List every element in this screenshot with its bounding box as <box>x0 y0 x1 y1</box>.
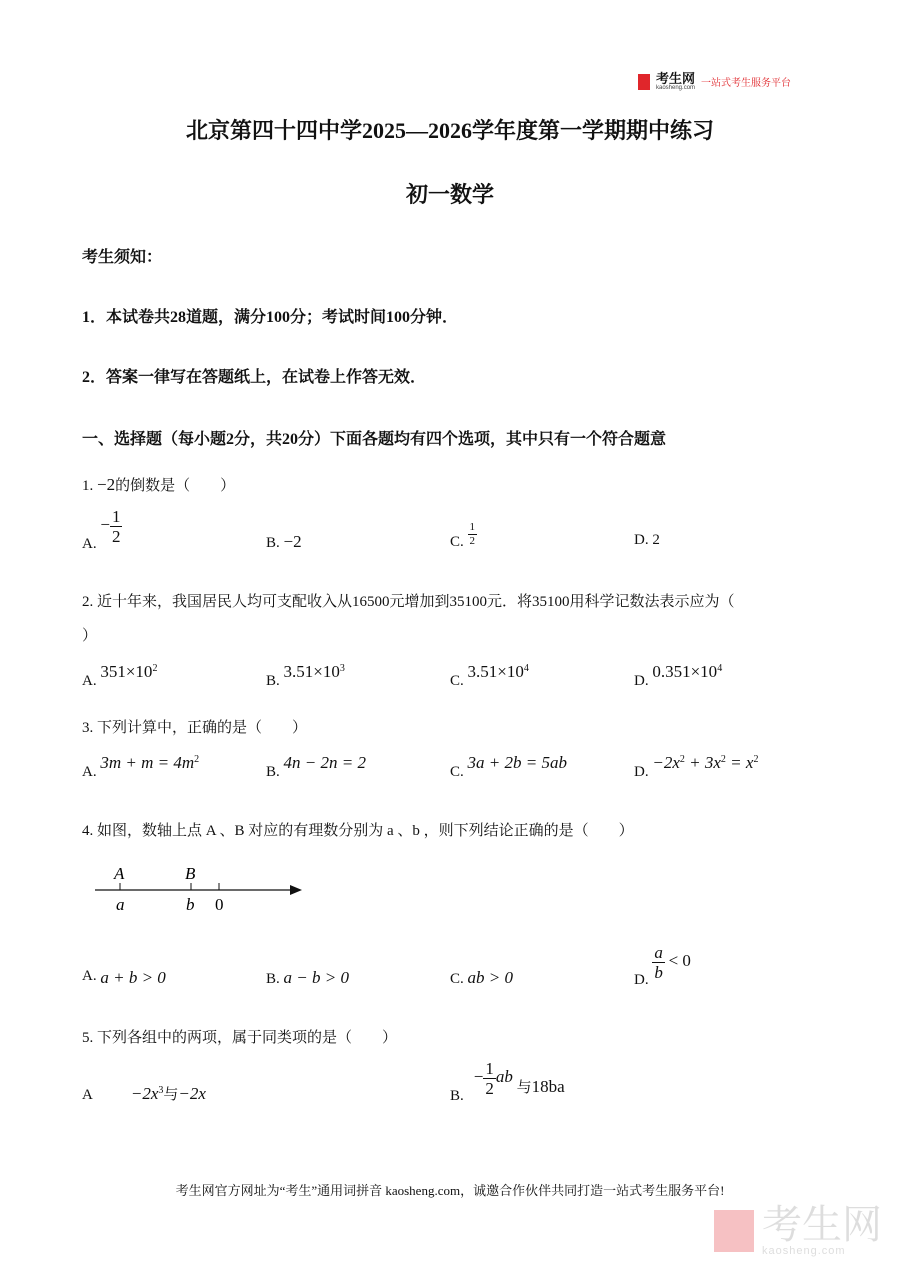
q1-option-d[interactable] <box>634 532 660 549</box>
exponent: 2 <box>753 754 759 765</box>
q5-option-a[interactable] <box>82 1083 206 1104</box>
math: 3.51×10 <box>467 662 524 681</box>
math: −2x <box>130 1084 159 1103</box>
numerator: a <box>654 943 663 962</box>
q-number: 1. <box>82 478 94 494</box>
q4-option-b[interactable] <box>266 968 349 988</box>
q2-option-c[interactable] <box>450 662 529 690</box>
option-label: A. <box>82 968 97 984</box>
math: 18ba <box>531 1076 565 1096</box>
math: −2x <box>652 753 680 772</box>
option-label: C. <box>450 673 464 689</box>
exponent: 2 <box>679 754 685 765</box>
math: a − b > 0 <box>283 968 349 987</box>
math: 2 <box>652 532 660 548</box>
option-label: C. <box>450 764 464 780</box>
arrow-icon <box>290 885 302 895</box>
exponent: 2 <box>194 754 200 765</box>
zero-label: 0 <box>215 895 224 914</box>
notice-heading: 考生须知： <box>82 249 163 266</box>
denominator: 2 <box>485 1079 494 1098</box>
math: ab > 0 <box>467 968 513 987</box>
math: −2x <box>178 1084 206 1103</box>
q5-option-b[interactable] <box>450 1060 565 1105</box>
math: = x <box>725 753 754 772</box>
option-label: D. <box>634 532 649 548</box>
value-b-label: b <box>186 895 195 914</box>
math: −2 <box>283 532 302 551</box>
q3-option-b[interactable] <box>266 753 366 781</box>
math: 4n − 2n = 2 <box>283 753 366 772</box>
q3-option-d[interactable] <box>634 753 758 781</box>
math: 3m + m = 4m <box>100 753 195 772</box>
exponent: 2 <box>152 663 158 674</box>
page-subtitle: 初一数学 <box>405 182 494 207</box>
math: 3.51×10 <box>283 662 340 681</box>
numerator: 1 <box>469 521 476 533</box>
q2-option-d[interactable] <box>634 662 722 690</box>
page-title: 北京第四十四中学2025—2026学年度第一学期期中练习 <box>185 118 714 143</box>
q2-option-a[interactable] <box>82 662 157 690</box>
exponent: 4 <box>523 663 529 674</box>
fraction <box>110 508 123 545</box>
q1-option-a[interactable] <box>82 508 122 553</box>
fraction <box>483 1060 496 1097</box>
option-label: D. <box>634 673 649 689</box>
stem-text: 的倒数是（ ） <box>115 478 236 494</box>
exponent: 4 <box>717 663 723 674</box>
option-label: A. <box>82 764 97 780</box>
exponent: 3 <box>158 1085 164 1096</box>
q4-option-c[interactable] <box>450 968 513 988</box>
q1-option-c[interactable] <box>450 522 477 551</box>
question-2-stem-end: ） <box>82 628 98 644</box>
logo-slogan: 一站式考生服务平台 <box>701 78 792 89</box>
kaosheng-watermark-icon <box>714 1210 754 1252</box>
question-5-stem: 5. 下列各组中的两项，属于同类项的是（ ） <box>82 1030 398 1046</box>
math: − <box>473 1066 484 1086</box>
math: 0.351×10 <box>652 662 718 681</box>
option-label: B. <box>266 673 280 689</box>
fraction <box>468 522 478 547</box>
denominator: 2 <box>469 535 476 547</box>
exponent: 3 <box>339 663 345 674</box>
math: −2 <box>97 475 116 494</box>
option-label: A. <box>82 535 97 552</box>
q3-option-a[interactable] <box>82 753 199 781</box>
option-label: B. <box>266 535 280 551</box>
q3-option-c[interactable] <box>450 753 567 781</box>
point-A-label: A <box>114 864 125 883</box>
question-2-stem: 2. 近十年来，我国居民人均可支配收入从16500元增加到35100元．将35100用科学记数法表示应为（ <box>82 594 735 610</box>
math: < 0 <box>668 950 691 970</box>
q1-option-b[interactable] <box>266 532 302 552</box>
question-3-stem: 3. 下列计算中，正确的是（ ） <box>82 720 308 736</box>
option-label: D. <box>634 764 649 780</box>
q4-option-a[interactable] <box>82 968 166 988</box>
conjunction: 与 <box>163 1087 179 1103</box>
kaosheng-logo-icon <box>638 74 650 90</box>
option-label: C. <box>450 971 464 987</box>
point-B-label: B <box>185 864 196 883</box>
option-label: B. <box>266 764 280 780</box>
math: 351×10 <box>100 662 153 681</box>
q2-option-b[interactable] <box>266 662 345 690</box>
question-4-stem: 4. 如图，数轴上点 A 、B 对应的有理数分别为 a 、b ，则下列结论正确的是（ ） <box>82 823 634 839</box>
denominator: 2 <box>111 527 121 546</box>
option-label: A. <box>82 673 97 689</box>
option-label: C. <box>450 533 464 550</box>
value-a-label: a <box>116 895 125 914</box>
section-heading: 一、选择题（每小题2分，共20分）下面各题均有四个选项，其中只有一个符合题意 <box>82 431 667 448</box>
watermark <box>714 1205 882 1257</box>
exponent: 2 <box>720 754 726 765</box>
math: − <box>100 514 110 534</box>
conjunction: 与 <box>516 1079 532 1096</box>
math: 3a + 2b = 5ab <box>467 753 567 772</box>
math: + 3x <box>684 753 721 772</box>
option-label: A <box>82 1087 93 1103</box>
math: a + b > 0 <box>100 968 166 987</box>
denominator: b <box>654 963 663 982</box>
numerator: 1 <box>485 1059 494 1078</box>
logo-name: 考生网 <box>656 71 696 86</box>
notice-item: 2．答案一律写在答题纸上，在试卷上作答无效． <box>82 369 427 386</box>
option-label: D. <box>634 971 649 988</box>
watermark-name: 考生网 <box>762 1203 882 1247</box>
q4-option-d[interactable] <box>634 944 691 989</box>
number-line-figure <box>90 860 305 916</box>
logo-domain: kaosheng.com <box>656 85 696 91</box>
math: ab <box>495 1066 513 1086</box>
footer-text: 考生网官方网址为“考生”通用词拼音 kaosheng.com，诚邀合作伙伴共同打造一站式考生服务平台! <box>175 1183 725 1198</box>
watermark-domain: kaosheng.com <box>762 1245 846 1257</box>
numerator: 1 <box>111 507 121 526</box>
question-1-stem <box>82 474 235 495</box>
option-label: B. <box>266 971 280 987</box>
fraction <box>652 944 665 981</box>
notice-item: 1．本试卷共28道题，满分100分；考试时间100分钟． <box>82 309 459 326</box>
option-label: B. <box>450 1087 464 1104</box>
header-logo[interactable] <box>638 72 791 91</box>
